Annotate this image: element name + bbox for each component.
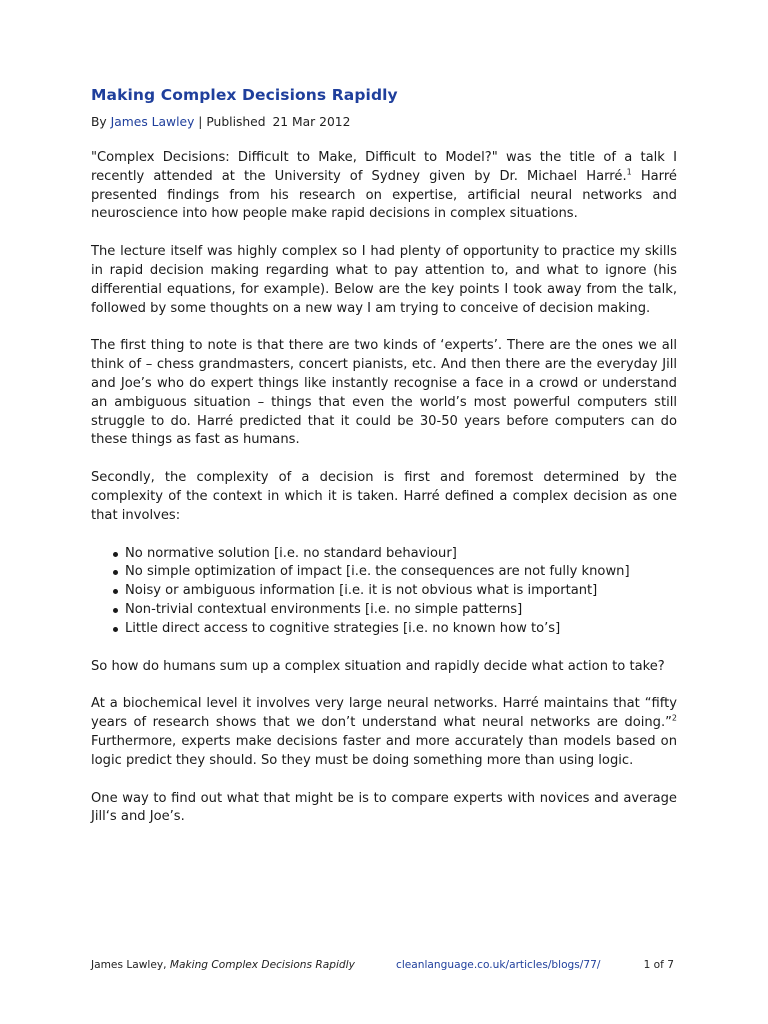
byline xyxy=(91,115,677,129)
byline-prefix: By xyxy=(91,115,107,129)
paragraph-6-text-a: At a biochemical level it involves very large neural networks. Harré maintains that “fifty years of research shows that we don’t understand what neural networks are doing.” xyxy=(91,696,677,731)
footer-title: Making Complex Decisions Rapidly xyxy=(169,959,355,971)
footer-url-link[interactable]: cleanlanguage.co.uk/articles/blogs/77/ xyxy=(396,959,601,971)
list-item: Non-trivial contextual environments [i.e. no simple patterns] xyxy=(113,601,677,620)
paragraph-1-text-b: Harré presented findings from his research on expertise, artificial neural networks and neuroscience into how people make rapid decisions in complex situations. xyxy=(91,168,677,222)
article xyxy=(91,86,677,827)
list-item: No normative solution [i.e. no standard behaviour] xyxy=(113,545,677,564)
paragraph-4: Secondly, the complexity of a decision is first and foremost determined by the complexity of the context in which it is taken. Harré defined a complex decision as one that involves: xyxy=(91,470,677,523)
criteria-list xyxy=(91,545,677,639)
list-item: Little direct access to cognitive strategies [i.e. no known how to’s] xyxy=(113,620,677,639)
paragraph-5: So how do humans sum up a complex situation and rapidly decide what action to take? xyxy=(91,658,665,674)
paragraph-6 xyxy=(91,695,677,770)
paragraph-7: One way to find out what that might be is to compare experts with novices and average Jill‘s and Joe’s. xyxy=(91,790,677,825)
paragraph-1-text-a: "Complex Decisions: Difficult to Make, Difficult to Model?" was the title of a talk I recently attended at the University of Sydney given by Dr. Michael Harré. xyxy=(91,150,677,184)
footer-author: James Lawley, xyxy=(91,959,167,971)
paragraph-1 xyxy=(91,149,677,224)
published-date: 21 Mar 2012 xyxy=(272,115,351,129)
page-number: 1 of 7 xyxy=(643,959,674,971)
footnote-ref-2[interactable]: 2 xyxy=(671,713,677,723)
list-item: Noisy or ambiguous information [i.e. it is not obvious what is important] xyxy=(113,582,677,601)
author-link[interactable]: James Lawley xyxy=(110,115,195,129)
list-item: No simple optimization of impact [i.e. the consequences are not fully known] xyxy=(113,563,677,582)
paragraph-6-text-b: Furthermore, experts make decisions faster and more accurately than models based on logic predict they should. So they must be doing something more than using logic. xyxy=(91,733,677,768)
paragraph-3: The first thing to note is that there are two kinds of ‘experts’. There are the ones we all think of – chess grandmasters, concert pianists, etc. And then there are the everyday Jill and Joe’s who do expert things like instantly recognise a face in a crowd or understand an ambiguous situation – things that even the world’s most powerful computers still struggle to do. Harré predicted that it could be 30-50 years before computers can do these things as fast as humans. xyxy=(91,338,677,448)
article-title: Making Complex Decisions Rapidly xyxy=(91,86,398,104)
page-footer xyxy=(91,959,677,971)
paragraph-2: The lecture itself was highly complex so I had plenty of opportunity to practice my skills in rapid decision making regarding what to pay attention to, and what to ignore (his differential equations, for example). Below are the key points I took away from the talk, followed by some thoughts on a new way I am trying to conceive of decision making. xyxy=(91,244,677,316)
footnote-ref-1[interactable]: 1 xyxy=(626,167,632,177)
published-label: | Published xyxy=(198,115,266,129)
